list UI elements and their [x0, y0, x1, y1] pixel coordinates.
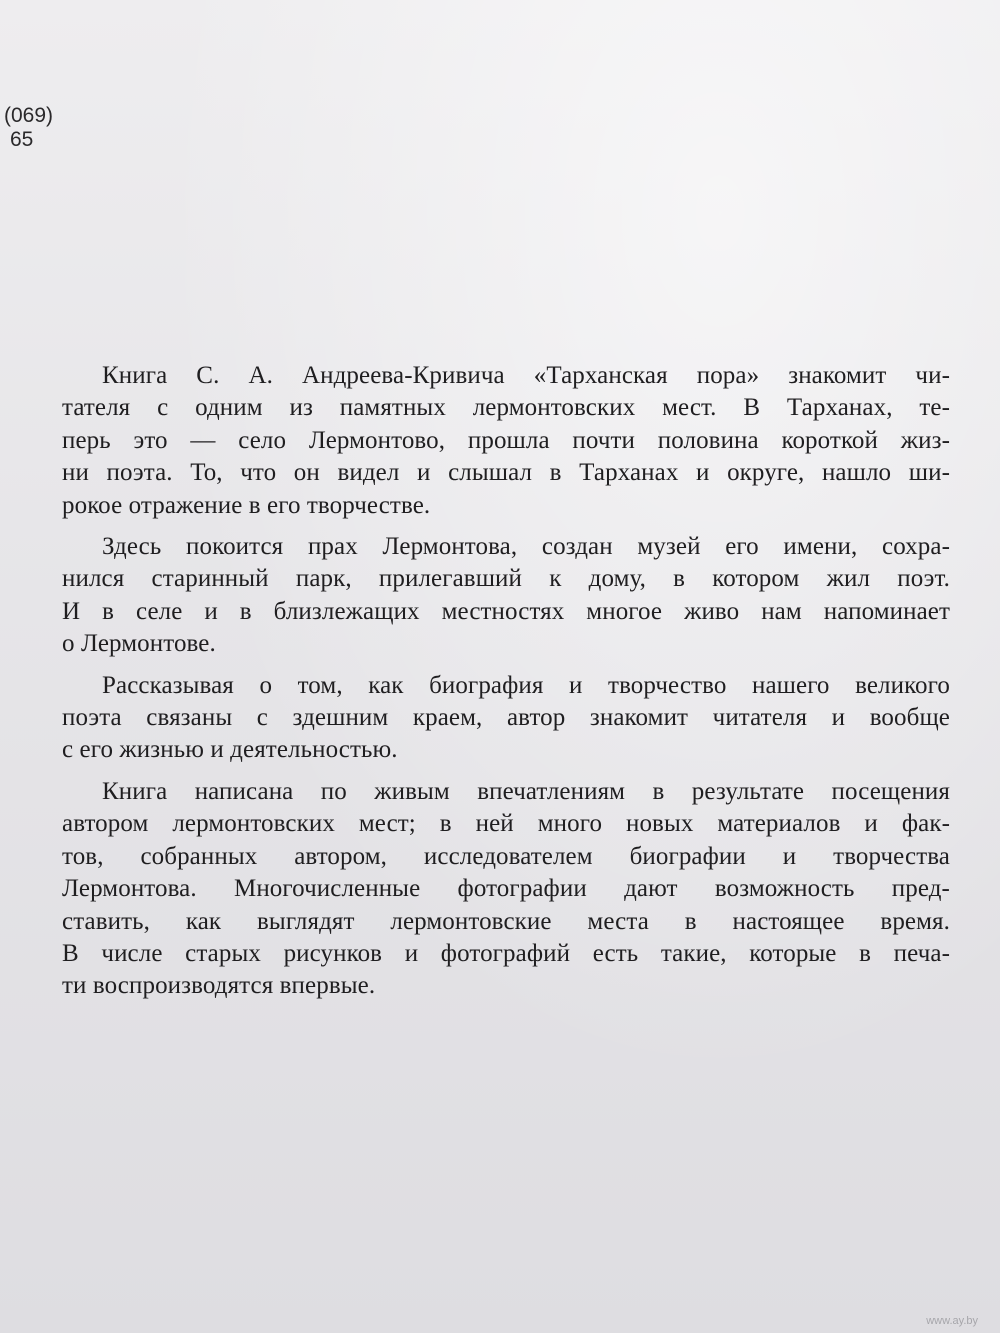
text-line: В числе старых рисунков и фотографий есть такие, которые в печа-: [62, 939, 950, 967]
text-line: о Лермонтове.: [62, 630, 216, 658]
paragraph: [62, 670, 950, 767]
classification-code-line-1: (069): [4, 104, 54, 127]
text-line: Книга написана по живым впечатлениям в результате посещения: [102, 777, 950, 805]
annotation-text: [62, 360, 950, 1012]
text-line: И в селе и в близлежащих местностях многое живо нам напоминает: [62, 597, 950, 625]
site-watermark: www.ay.by: [926, 1315, 978, 1327]
paragraph: [62, 360, 950, 522]
text-line: перь это — село Лермонтово, прошла почти половина короткой жиз-: [62, 426, 950, 454]
paragraph: [62, 531, 950, 661]
text-line: ни поэта. То, что он видел и слышал в Тарханах и округе, нашло ши-: [62, 459, 950, 487]
paragraph: [62, 776, 950, 1003]
classification-code-line-2: 65: [10, 128, 34, 151]
text-line: Книга С. А. Андреева-Кривича «Тарханская пора» знакомит чи-: [102, 362, 950, 389]
text-line: автором лермонтовских мест; в ней много новых материалов и фак-: [62, 810, 950, 838]
text-line: тов, собранных автором, исследователем биографии и творчества: [62, 842, 950, 870]
text-line: Лермонтова. Многочисленные фотографии дают возможность пред-: [62, 875, 950, 903]
text-line: Здесь покоится прах Лермонтова, создан музей его имени, сохра-: [102, 533, 950, 561]
text-line: с его жизнью и деятельностью.: [62, 736, 398, 764]
text-line: поэта связаны с здешним краем, автор знакомит читателя и вообще: [62, 704, 950, 732]
text-line: ставить, как выглядят лермонтовские места в настоящее время.: [62, 907, 950, 935]
text-line: ти воспроизводятся впервые.: [62, 972, 376, 1000]
library-classification-code: [4, 104, 53, 152]
text-line: рокое отражение в его творчестве.: [62, 491, 431, 519]
text-line: Рассказывая о том, как биография и творчество нашего великого: [102, 671, 950, 699]
text-line: нился старинный парк, прилегавший к дому, в котором жил поэт.: [62, 565, 950, 593]
text-line: тателя с одним из памятных лермонтовских мест. В Тарханах, те-: [62, 394, 950, 422]
